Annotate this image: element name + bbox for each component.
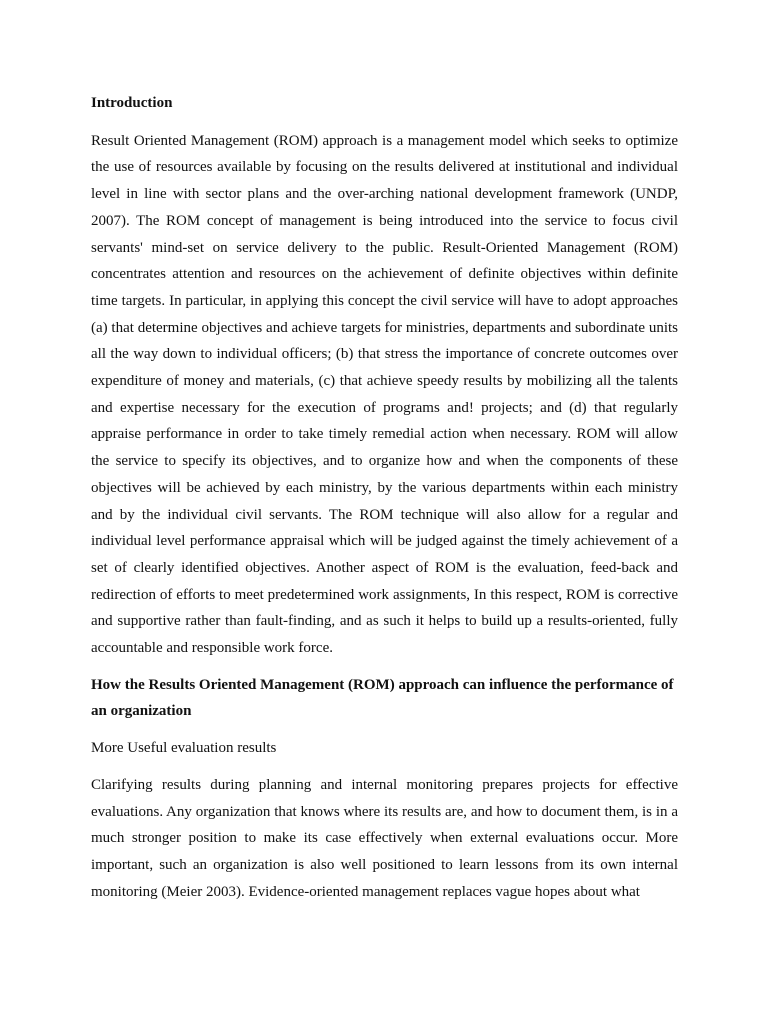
intro-paragraph: Result Oriented Management (ROM) approach is a management model which seeks to optimize the use of resources available by focusing on the results delivered at institutional and individual level in line with sector plans and the over-arching national development framework (UNDP, 2007). The ROM concept of management is being introduced into the service to focus civil servants' mind-set on service delivery to the public. Result-Oriented Management (ROM) concentrates attention and resources on the achievement of definite objectives within definite time targets. In particular, in applying this concept the civil service will have to adopt approaches (a) that determine objectives and achieve targets for ministries, departments and subordinate units all the way down to individual officers; (b) that stress the importance of concrete outcomes over expenditure of money and materials, (c) that achieve speedy results by mobilizing all the talents and expertise necessary for the execution of programs and! projects; and (d) that regularly appraise performance in order to take timely remedial action when necessary. ROM will allow the service to specify its objectives, and to organize how and when the components of these objectives will be achieved by each ministry, by the various departments within each ministry and by the individual civil servants. The ROM technique will also allow for a regular and individual level performance appraisal which will be judged against the timely achievement of a set of clearly identified objectives. Another aspect of ROM is the evaluation, feed-back and redirection of efforts to meet predetermined work assignments, In this respect, ROM is corrective and supportive rather than fault-finding, and as such it helps to build up a results-oriented, fully accountable and responsible work force.	[91, 132, 678, 657]
subheading: More Useful evaluation results	[91, 740, 277, 757]
intro-heading: Introduction	[91, 95, 173, 111]
document-body	[91, 90, 678, 905]
section-heading: How the Results Oriented Management (ROM) approach can influence the performance of an organization	[91, 676, 674, 720]
section-paragraph: Clarifying results during planning and internal monitoring prepares projects for effective evaluations. Any organization that knows where its results are, and how to document them, is in a much stronger position to make its case effectively when external evaluations occur. More important, such an organization is also well positioned to learn lessons from its own internal monitoring (Meier 2003). Evidence-oriented management replaces vague hopes about what	[91, 776, 678, 900]
